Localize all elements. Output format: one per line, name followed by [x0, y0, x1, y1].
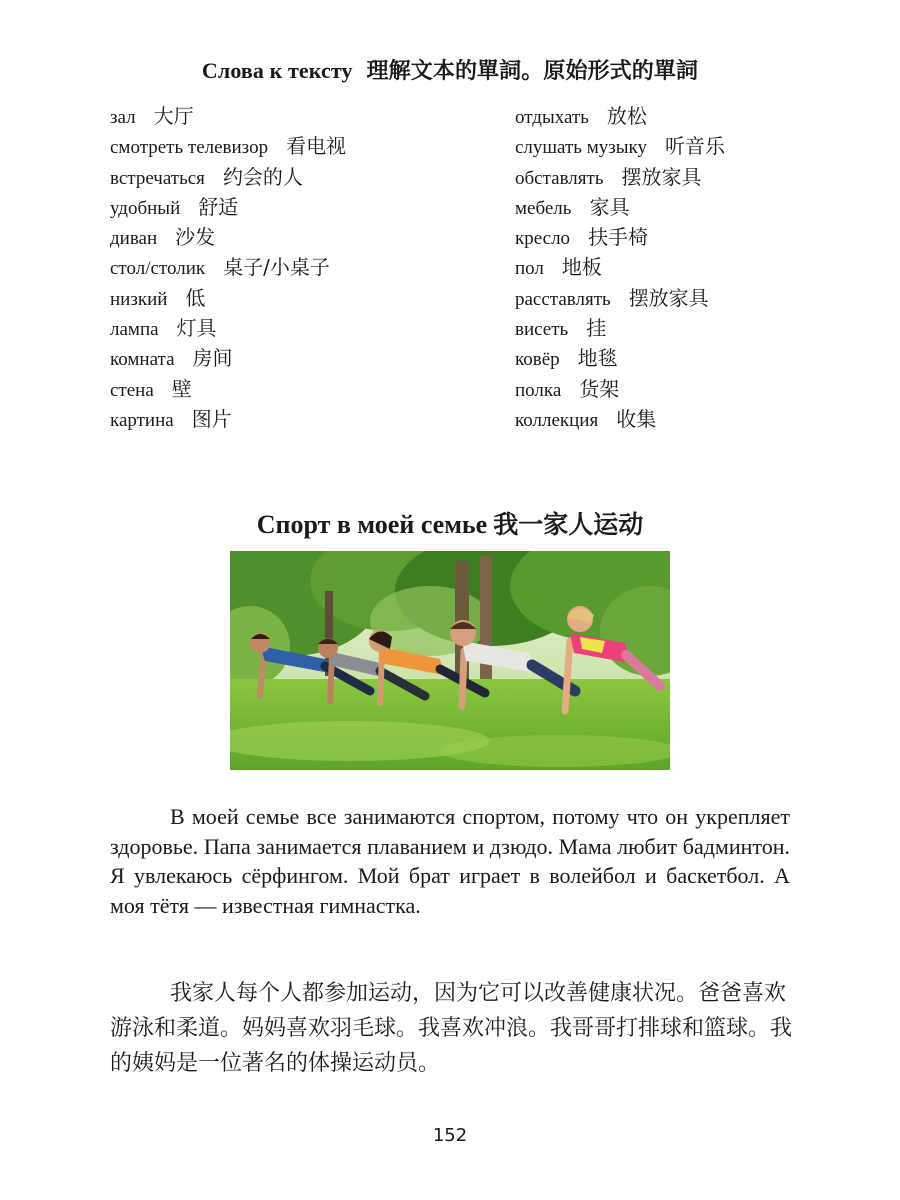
vocab-word-zh: 低 — [185, 285, 206, 310]
vocab-list-left — [110, 101, 346, 434]
vocab-title-ru: Слова к тексту — [201, 58, 353, 83]
vocab-word-zh: 地毯 — [577, 346, 618, 371]
vocab-item — [515, 222, 725, 252]
vocab-word-zh: 放松 — [606, 104, 647, 128]
vocab-title-zh: 理解文本的單詞。原始形式的單詞 — [366, 58, 699, 83]
vocab-item — [110, 162, 346, 192]
photo-illustration-icon — [230, 551, 670, 770]
vocab-item — [515, 404, 725, 434]
vocab-word-zh: 灯具 — [176, 316, 217, 341]
vocab-word-ru: зал — [110, 107, 136, 128]
section-title — [0, 505, 900, 541]
vocab-item — [110, 252, 346, 282]
vocab-word-ru: кресло — [515, 228, 571, 250]
vocab-word-ru: стол/столик — [110, 258, 206, 280]
vocab-word-zh: 房间 — [192, 346, 233, 371]
family-exercise-photo — [230, 551, 670, 770]
vocab-item — [515, 101, 725, 131]
vocab-word-zh: 看电视 — [286, 134, 347, 159]
vocab-word-zh: 约会的人 — [222, 164, 303, 189]
vocab-word-zh: 听音乐 — [664, 134, 725, 159]
vocab-word-ru: стена — [110, 379, 154, 401]
vocab-word-zh: 摆放家具 — [628, 285, 709, 310]
paragraph-russian: В моей семье все занимаются спортом, потому что он укрепляет здоровье. Папа занимается плаванием и дзюдо. Мама любит бадминтон. Я увлекаюсь сёрфингом. Мой брат играет в волейбол и баскетбол. А моя тётя — известная гимнастка. — [110, 804, 790, 918]
vocab-word-ru: картина — [110, 409, 174, 431]
vocab-word-ru: пол — [515, 258, 544, 280]
paragraph-chinese: 我家人每个人都参加运动，因为它可以改善健康状况。爸爸喜欢游泳和柔道。妈妈喜欢羽毛球。我喜欢冲浪。我哥哥打排球和篮球。我的姨妈是一位著名的体操运动员。 — [110, 981, 793, 1076]
section-title-ru: Спорт в моей семье — [256, 510, 488, 539]
vocab-item — [515, 374, 725, 404]
vocab-word-ru: низкий — [110, 288, 168, 310]
vocab-word-ru: отдыхать — [515, 107, 589, 128]
vocab-item — [110, 283, 346, 313]
vocab-word-ru: смотреть телевизор — [110, 137, 269, 159]
vocab-item — [110, 404, 346, 434]
vocab-item — [515, 283, 725, 313]
vocab-word-ru: диван — [110, 228, 158, 250]
vocab-word-zh: 挂 — [586, 316, 607, 341]
section-title-zh: 我一家人运动 — [493, 510, 644, 539]
vocab-word-ru: мебель — [515, 197, 572, 219]
vocab-item — [515, 162, 725, 192]
vocab-item — [515, 131, 725, 161]
vocab-word-zh: 壁 — [171, 376, 192, 401]
vocab-word-ru: удобный — [110, 197, 181, 219]
vocab-word-ru: расставлять — [515, 288, 611, 310]
vocab-word-zh: 桌子/小桌子 — [223, 255, 330, 280]
vocab-item — [515, 252, 725, 282]
vocab-word-zh: 舒适 — [198, 194, 239, 219]
vocab-word-zh: 家具 — [589, 194, 630, 219]
vocab-item — [110, 374, 346, 404]
vocab-item — [110, 313, 346, 343]
vocab-word-ru: встречаться — [110, 167, 205, 189]
vocab-word-ru: комната — [110, 349, 175, 371]
vocab-word-zh: 地板 — [561, 255, 602, 280]
vocab-item — [110, 131, 346, 161]
vocab-word-zh: 摆放家具 — [621, 164, 702, 189]
vocab-word-zh: 货架 — [579, 376, 620, 401]
vocab-item — [110, 101, 346, 131]
vocab-word-zh: 图片 — [191, 406, 232, 431]
vocab-title — [0, 54, 900, 85]
vocab-word-ru: обставлять — [515, 167, 604, 189]
page-number: 152 — [432, 1125, 468, 1146]
vocab-item — [110, 222, 346, 252]
vocab-word-zh: 收集 — [616, 406, 657, 431]
vocab-word-ru: слушать музыку — [515, 137, 647, 159]
vocab-word-ru: полка — [515, 379, 562, 401]
vocab-word-ru: ковёр — [515, 349, 560, 371]
vocab-list-right — [515, 101, 725, 434]
vocab-word-ru: лампа — [110, 319, 159, 341]
vocab-item — [110, 192, 346, 222]
vocab-item — [515, 313, 725, 343]
vocab-word-ru: висеть — [515, 319, 569, 341]
vocab-item — [110, 343, 346, 373]
vocab-word-zh: 大厅 — [153, 104, 194, 128]
vocab-word-zh: 沙发 — [175, 225, 216, 250]
vocab-item — [515, 192, 725, 222]
vocab-word-ru: коллекция — [515, 409, 599, 431]
vocab-item — [515, 343, 725, 373]
vocab-word-zh: 扶手椅 — [588, 225, 649, 250]
